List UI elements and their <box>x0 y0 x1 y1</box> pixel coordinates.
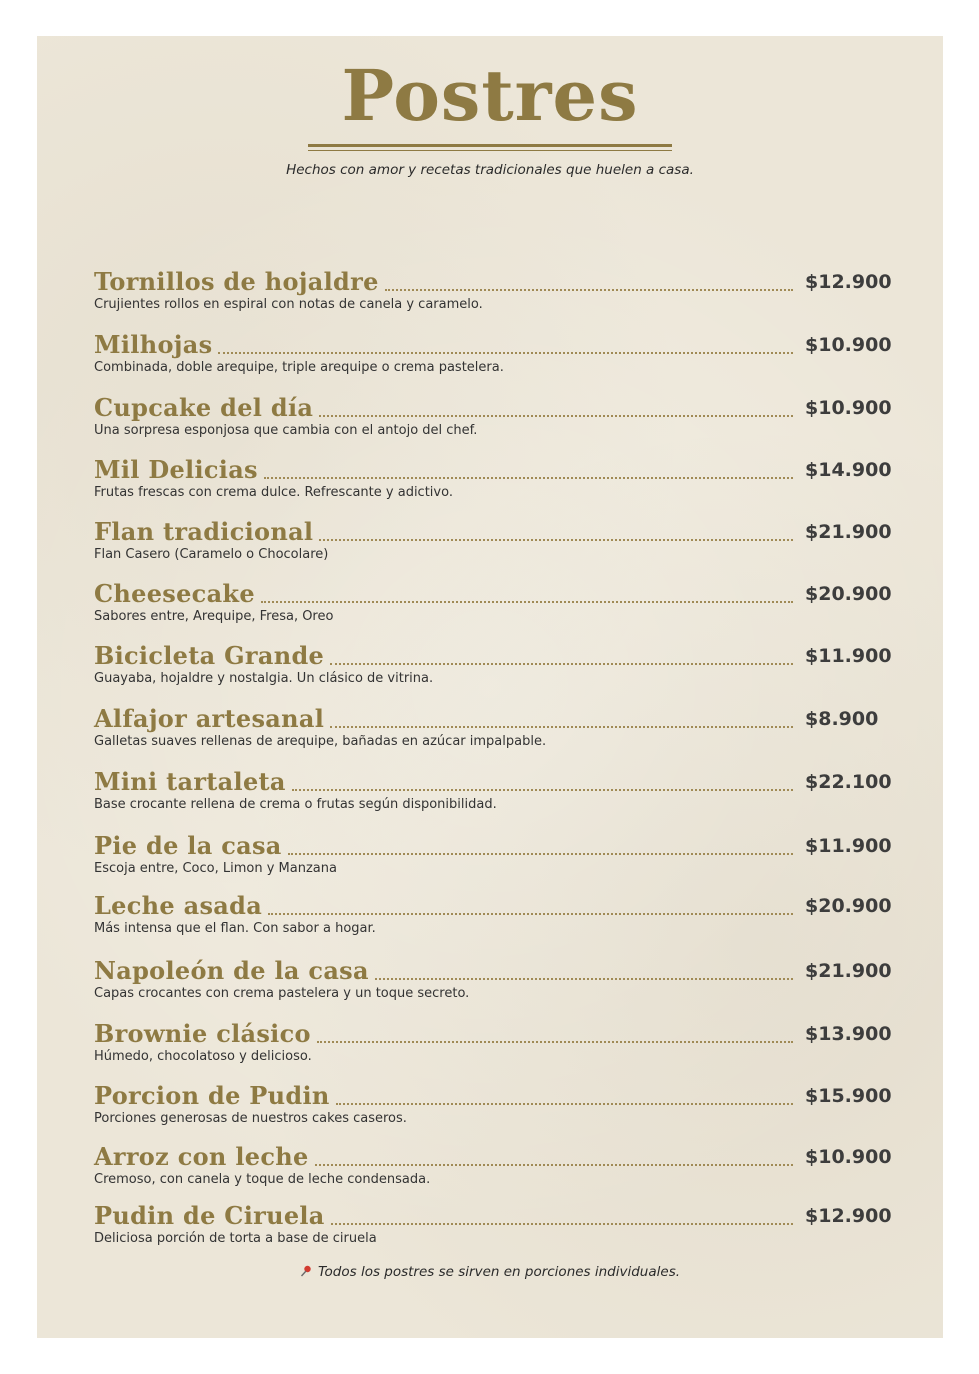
dotted-leader <box>331 1223 793 1225</box>
item-name: Milhojas <box>94 330 213 359</box>
dotted-leader <box>330 663 793 665</box>
title-underline <box>308 144 672 147</box>
page-subtitle: Hechos con amor y recetas tradicionales que huelen a casa. <box>286 162 694 178</box>
item-description: Más intensa que el flan. Con sabor a hogar. <box>94 921 376 936</box>
item-price: $22.100 <box>805 771 892 793</box>
menu-item <box>94 1138 892 1188</box>
item-name: Mil Delicias <box>94 455 258 484</box>
dotted-leader <box>315 1164 793 1166</box>
title-underline-thin <box>308 150 672 151</box>
dotted-leader <box>288 853 793 855</box>
item-name: Porcion de Pudin <box>94 1081 330 1110</box>
item-description: Sabores entre, Arequipe, Fresa, Oreo <box>94 609 334 624</box>
item-price: $20.900 <box>805 895 892 917</box>
menu-item <box>94 952 892 1002</box>
menu-item <box>94 389 892 439</box>
item-price: $14.900 <box>805 459 892 481</box>
item-description: Flan Casero (Caramelo o Chocolare) <box>94 547 329 562</box>
item-name: Napoleón de la casa <box>94 956 369 985</box>
item-name: Tornillos de hojaldre <box>94 267 379 296</box>
menu-item <box>94 575 892 625</box>
item-price: $11.900 <box>805 645 892 667</box>
item-name: Brownie clásico <box>94 1019 311 1048</box>
item-description: Galletas suaves rellenas de arequipe, bañadas en azúcar impalpable. <box>94 734 547 749</box>
item-description: Capas crocantes con crema pastelera y un toque secreto. <box>94 986 470 1001</box>
dotted-leader <box>268 913 793 915</box>
dotted-leader <box>319 539 793 541</box>
item-price: $10.900 <box>805 397 892 419</box>
dotted-leader <box>375 978 793 980</box>
menu-item <box>94 700 885 750</box>
item-description: Escoja entre, Coco, Limon y Manzana <box>94 861 337 876</box>
item-price: $21.900 <box>805 521 892 543</box>
item-name: Arroz con leche <box>94 1142 309 1171</box>
pushpin-icon <box>300 1265 312 1277</box>
item-name: Pudin de Ciruela <box>94 1201 325 1230</box>
item-price: $10.900 <box>805 334 892 356</box>
item-description: Combinada, doble arequipe, triple arequipe o crema pastelera. <box>94 360 504 375</box>
footnote <box>37 1264 943 1280</box>
item-name: Bicicleta Grande <box>94 641 325 670</box>
dotted-leader <box>330 726 793 728</box>
item-description: Una sorpresa esponjosa que cambia con el antojo del chef. <box>94 423 478 438</box>
item-description: Deliciosa porción de torta a base de ciruela <box>94 1231 377 1246</box>
item-price: $13.900 <box>805 1023 892 1045</box>
menu-page <box>37 36 943 1338</box>
item-name: Cheesecake <box>94 579 255 608</box>
item-price: $12.900 <box>805 1205 892 1227</box>
dotted-leader <box>218 352 793 354</box>
menu-item <box>94 763 892 813</box>
item-price: $20.900 <box>805 583 892 605</box>
menu-item <box>94 637 892 687</box>
page-title: Postres <box>341 54 639 137</box>
item-name: Pie de la casa <box>94 831 282 860</box>
item-price: $8.900 <box>805 708 879 730</box>
item-name: Flan tradicional <box>94 517 314 546</box>
item-price: $21.900 <box>805 960 892 982</box>
item-price: $11.900 <box>805 835 892 857</box>
item-name: Alfajor artesanal <box>94 704 325 733</box>
item-description: Húmedo, chocolatoso y delicioso. <box>94 1049 312 1064</box>
item-description: Cremoso, con canela y toque de leche condensada. <box>94 1172 431 1187</box>
footnote-text: Todos los postres se sirven en porciones individuales. <box>317 1264 681 1280</box>
menu-item <box>94 827 892 877</box>
menu-item <box>94 1197 892 1247</box>
menu-item <box>94 326 892 376</box>
item-name: Cupcake del día <box>94 393 314 422</box>
item-name: Mini tartaleta <box>94 767 286 796</box>
dotted-leader <box>317 1041 793 1043</box>
dotted-leader <box>385 289 793 291</box>
item-description: Base crocante rellena de crema o frutas según disponibilidad. <box>94 797 497 812</box>
menu-item <box>94 1015 892 1065</box>
item-price: $10.900 <box>805 1146 892 1168</box>
dotted-leader <box>264 477 793 479</box>
item-description: Porciones generosas de nuestros cakes caseros. <box>94 1111 407 1126</box>
item-price: $12.900 <box>805 271 892 293</box>
dotted-leader <box>292 789 793 791</box>
dotted-leader <box>261 601 793 603</box>
menu-item <box>94 513 892 563</box>
menu-item <box>94 263 892 313</box>
menu-item <box>94 887 892 937</box>
dotted-leader <box>319 415 793 417</box>
menu-item <box>94 1077 892 1127</box>
item-description: Guayaba, hojaldre y nostalgia. Un clásico de vitrina. <box>94 671 434 686</box>
item-description: Frutas frescas con crema dulce. Refrescante y adictivo. <box>94 485 453 500</box>
menu-item <box>94 451 892 501</box>
item-name: Leche asada <box>94 891 263 920</box>
dotted-leader <box>336 1103 793 1105</box>
item-price: $15.900 <box>805 1085 892 1107</box>
item-description: Crujientes rollos en espiral con notas de canela y caramelo. <box>94 297 483 312</box>
